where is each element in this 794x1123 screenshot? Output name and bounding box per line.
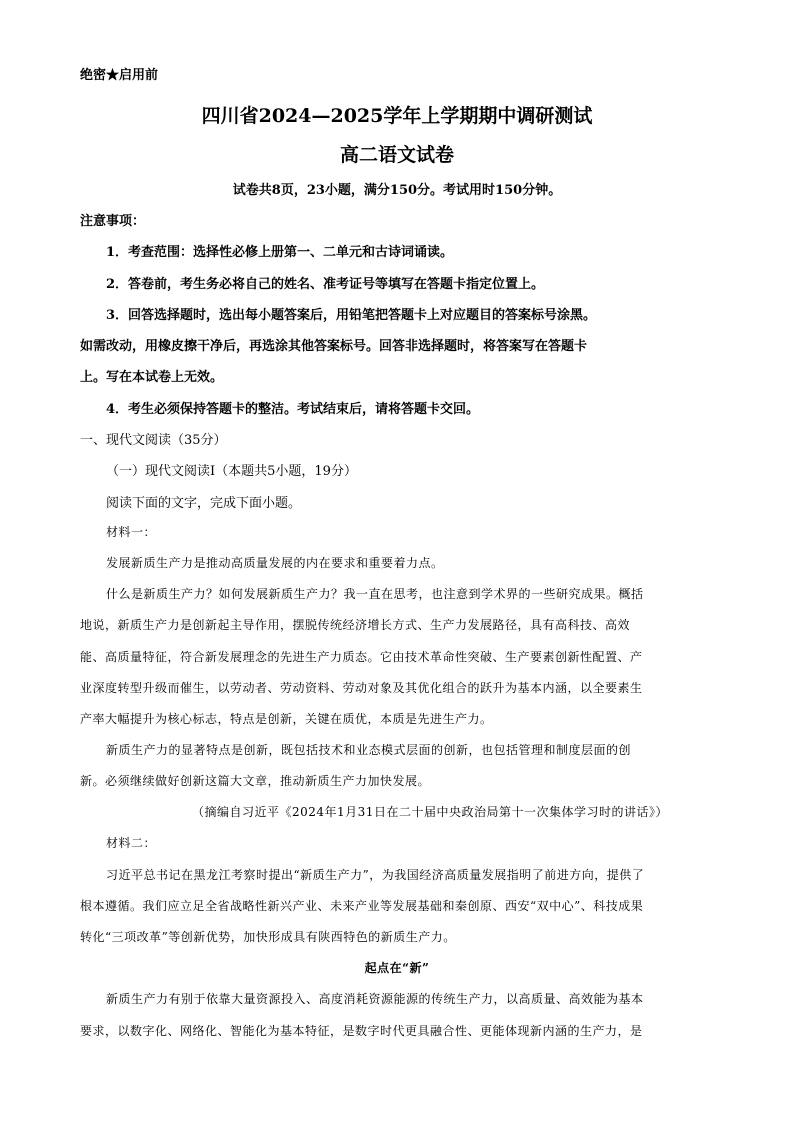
section-1-subheading: （一）现代文阅读Ⅰ（本题共5小题，19分）	[106, 464, 357, 479]
notice-item-3-line-2: 如需改动，用橡皮擦干净后，再选涂其他答案标号。回答非选择题时，将答案写在答题卡	[80, 339, 588, 354]
material-1-line: 能、高质量特征，符合新发展理念的先进生产力质态。它由技术革命性突破、生产要素创新性配置、产	[80, 650, 643, 664]
material-2-subheading: 起点在“新”	[364, 961, 430, 975]
material-1-line: 业深度转型升级而催生，以劳动者、劳动资料、劳动对象及其优化组合的跃升为基本内涵，以全要素生	[80, 681, 643, 695]
material-1-line: 产率大幅提升为核心标志，特点是创新，关键在质优，本质是先进生产力。	[80, 712, 493, 726]
material-2-line: 根本遵循。我们应立足全省战略性新兴产业、未来产业等发展基础和秦创原、西安“双中心”、科技成果	[80, 899, 644, 913]
material-1-label: 材料一：	[106, 525, 157, 539]
notice-item-3-line-1: 3．回答选择题时，选出每小题答案后，用铅笔把答题卡上对应题目的答案标号涂黑。	[106, 308, 597, 323]
material-1-source: （摘编自习近平《2024年1月31日在二十届中央政治局第十一次集体学习时的讲话》）	[192, 805, 668, 819]
notice-item-4: 4．考生必须保持答题卡的整洁。考试结束后，请将答题卡交回。	[106, 402, 480, 417]
material-1-line: 地说，新质生产力是创新起主导作用，摆脱传统经济增长方式、生产力发展路径，具有高科技、高效	[80, 618, 631, 632]
material-2-line: 习近平总书记在黑龙江考察时提出“新质生产力”，为我国经济高质量发展指明了前进方向，提供了	[106, 868, 645, 882]
material-2-line: 转化“三项改革”等创新优势，加快形成具有陕西特色的新质生产力。	[80, 930, 456, 944]
notice-heading: 注意事项：	[80, 214, 146, 229]
material-2-line: 要求，以数字化、网络化、智能化为基本特征，是数字时代更具融合性、更能体现新内涵的生产力，是	[80, 1024, 643, 1038]
material-1-line: 发展新质生产力是推动高质量发展的内在要求和重要着力点。	[106, 556, 444, 570]
secret-mark: 绝密★启用前	[80, 68, 159, 83]
reading-instruction: 阅读下面的文字，完成下面小题。	[106, 496, 302, 511]
exam-subtitle: 高二语文试卷	[339, 144, 454, 166]
material-1-line: 新质生产力的显著特点是创新，既包括技术和业态模式层面的创新，也包括管理和制度层面的创	[106, 743, 632, 757]
exam-info: 试卷共8页，23小题，满分150分。考试用时150分钟。	[232, 183, 562, 198]
material-2-line: 新质生产力有别于依靠大量资源投入、高度消耗资源能源的传统生产力，以高质量、高效能为基本	[106, 992, 644, 1006]
exam-title: 四川省2024—2025学年上学期期中调研测试	[201, 105, 593, 127]
material-1-line: 什么是新质生产力？如何发展新质生产力？我一直在思考，也注意到学术界的一些研究成果。概括	[106, 587, 644, 601]
section-1-heading: 一、现代文阅读（35分）	[80, 433, 227, 448]
material-1-line: 新。必须继续做好创新这篇大文章，推动新质生产力加快发展。	[80, 774, 431, 788]
notice-item-3-line-3: 上。写在本试卷上无效。	[80, 370, 224, 385]
material-2-label: 材料二：	[106, 836, 157, 850]
notice-item-2: 2．答卷前，考生务必将自己的姓名、准考证号等填写在答题卡指定位置上。	[106, 277, 545, 292]
notice-item-1: 1．考查范围：选择性必修上册第一、二单元和古诗词诵读。	[106, 245, 454, 260]
